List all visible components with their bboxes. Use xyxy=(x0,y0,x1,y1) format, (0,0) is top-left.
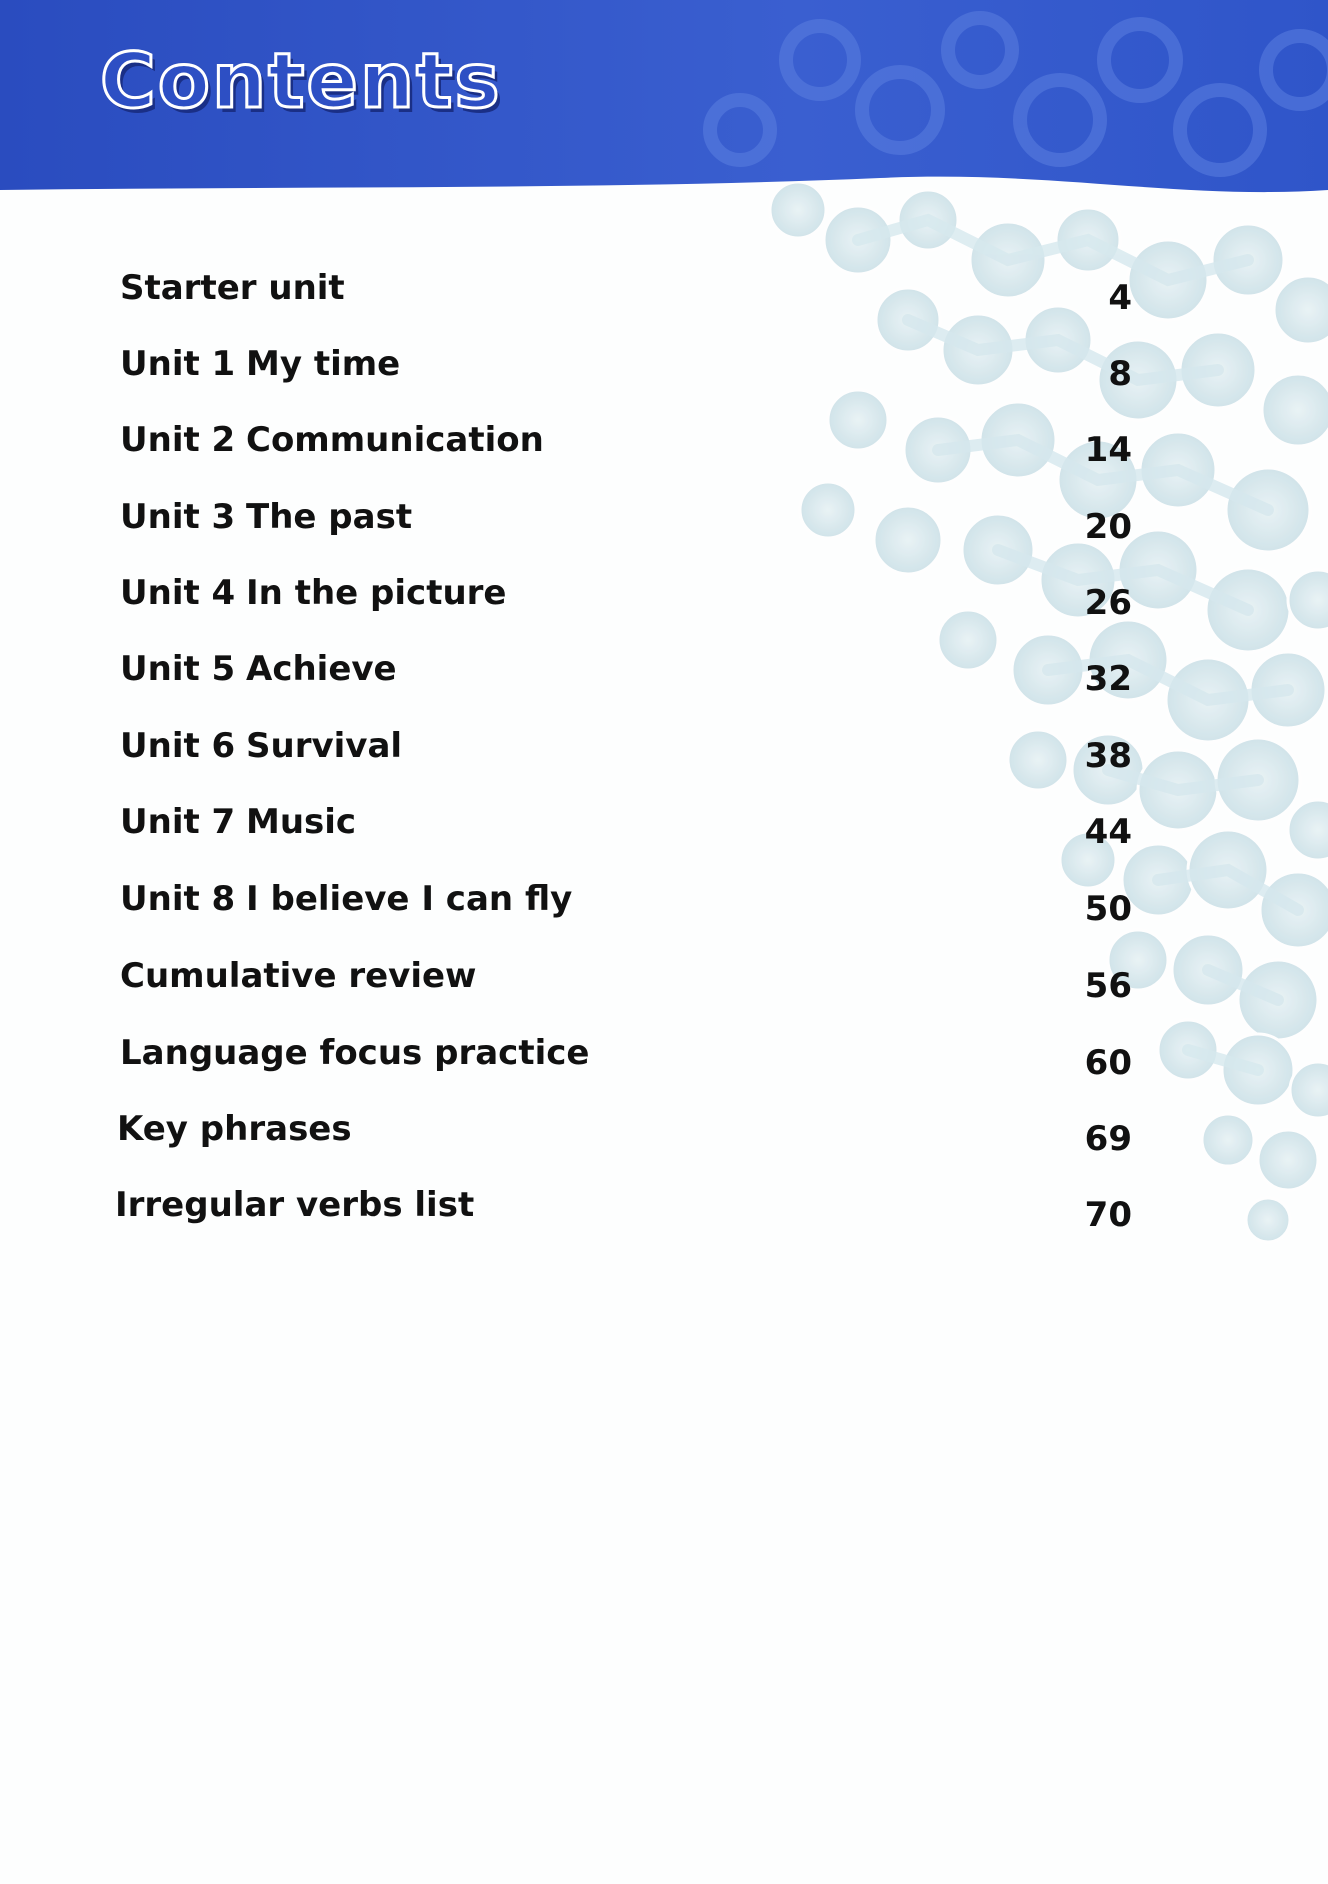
page-title: Contents xyxy=(100,36,502,125)
toc-unit-label: Starter unit xyxy=(120,268,345,308)
toc-unit-label: Language focus practice xyxy=(120,1033,590,1073)
toc-unit-label: Irregular verbs list xyxy=(115,1185,475,1225)
toc-row[interactable] xyxy=(0,649,1328,709)
toc-title: I believe I can fly xyxy=(246,879,573,919)
toc-row[interactable] xyxy=(0,420,1328,480)
toc-page-number: 32 xyxy=(1084,659,1132,699)
toc-unit-label: Unit 8 xyxy=(120,879,236,919)
toc-unit-label: Cumulative review xyxy=(120,956,477,996)
toc-unit-label: Key phrases xyxy=(117,1109,352,1149)
toc-page-number: 14 xyxy=(1084,430,1132,470)
toc-row[interactable] xyxy=(0,268,1328,328)
toc-title: Achieve xyxy=(246,649,397,689)
toc-page-number: 56 xyxy=(1084,966,1132,1006)
toc-row[interactable] xyxy=(0,802,1328,862)
toc-row[interactable] xyxy=(0,573,1328,633)
toc-unit-label: Unit 2 xyxy=(120,420,236,460)
toc-title: In the picture xyxy=(246,573,507,613)
toc-page-number: 20 xyxy=(1084,507,1132,547)
toc-title: My time xyxy=(246,344,401,384)
toc-page-number: 4 xyxy=(1108,278,1132,318)
toc-page-number: 50 xyxy=(1084,889,1132,929)
toc-unit-label: Unit 1 xyxy=(120,344,236,384)
toc-title: Music xyxy=(246,802,357,842)
toc-page-number: 44 xyxy=(1084,812,1132,852)
toc-page-number: 60 xyxy=(1084,1043,1132,1083)
toc-row[interactable] xyxy=(0,1109,1328,1169)
toc-unit-label: Unit 5 xyxy=(120,649,236,689)
toc-row[interactable] xyxy=(0,344,1328,404)
toc-page-number: 38 xyxy=(1084,736,1132,776)
toc-unit-label: Unit 6 xyxy=(120,726,236,766)
toc-page-number: 8 xyxy=(1108,354,1132,394)
toc-page-number: 26 xyxy=(1084,583,1132,623)
toc-page-number: 69 xyxy=(1084,1119,1132,1159)
toc-unit-label: Unit 4 xyxy=(120,573,236,613)
toc-row[interactable] xyxy=(0,879,1328,939)
toc-title: Communication xyxy=(246,420,544,460)
toc-page-number: 70 xyxy=(1084,1195,1132,1235)
toc-unit-label: Unit 7 xyxy=(120,802,236,842)
toc-unit-label: Unit 3 xyxy=(120,497,236,537)
toc-row[interactable] xyxy=(0,956,1328,1016)
toc-title: Survival xyxy=(246,726,403,766)
toc-row[interactable] xyxy=(0,1185,1328,1245)
toc-row[interactable] xyxy=(0,497,1328,557)
toc-row[interactable] xyxy=(0,1033,1328,1093)
toc-title: The past xyxy=(246,497,413,537)
toc-row[interactable] xyxy=(0,726,1328,786)
